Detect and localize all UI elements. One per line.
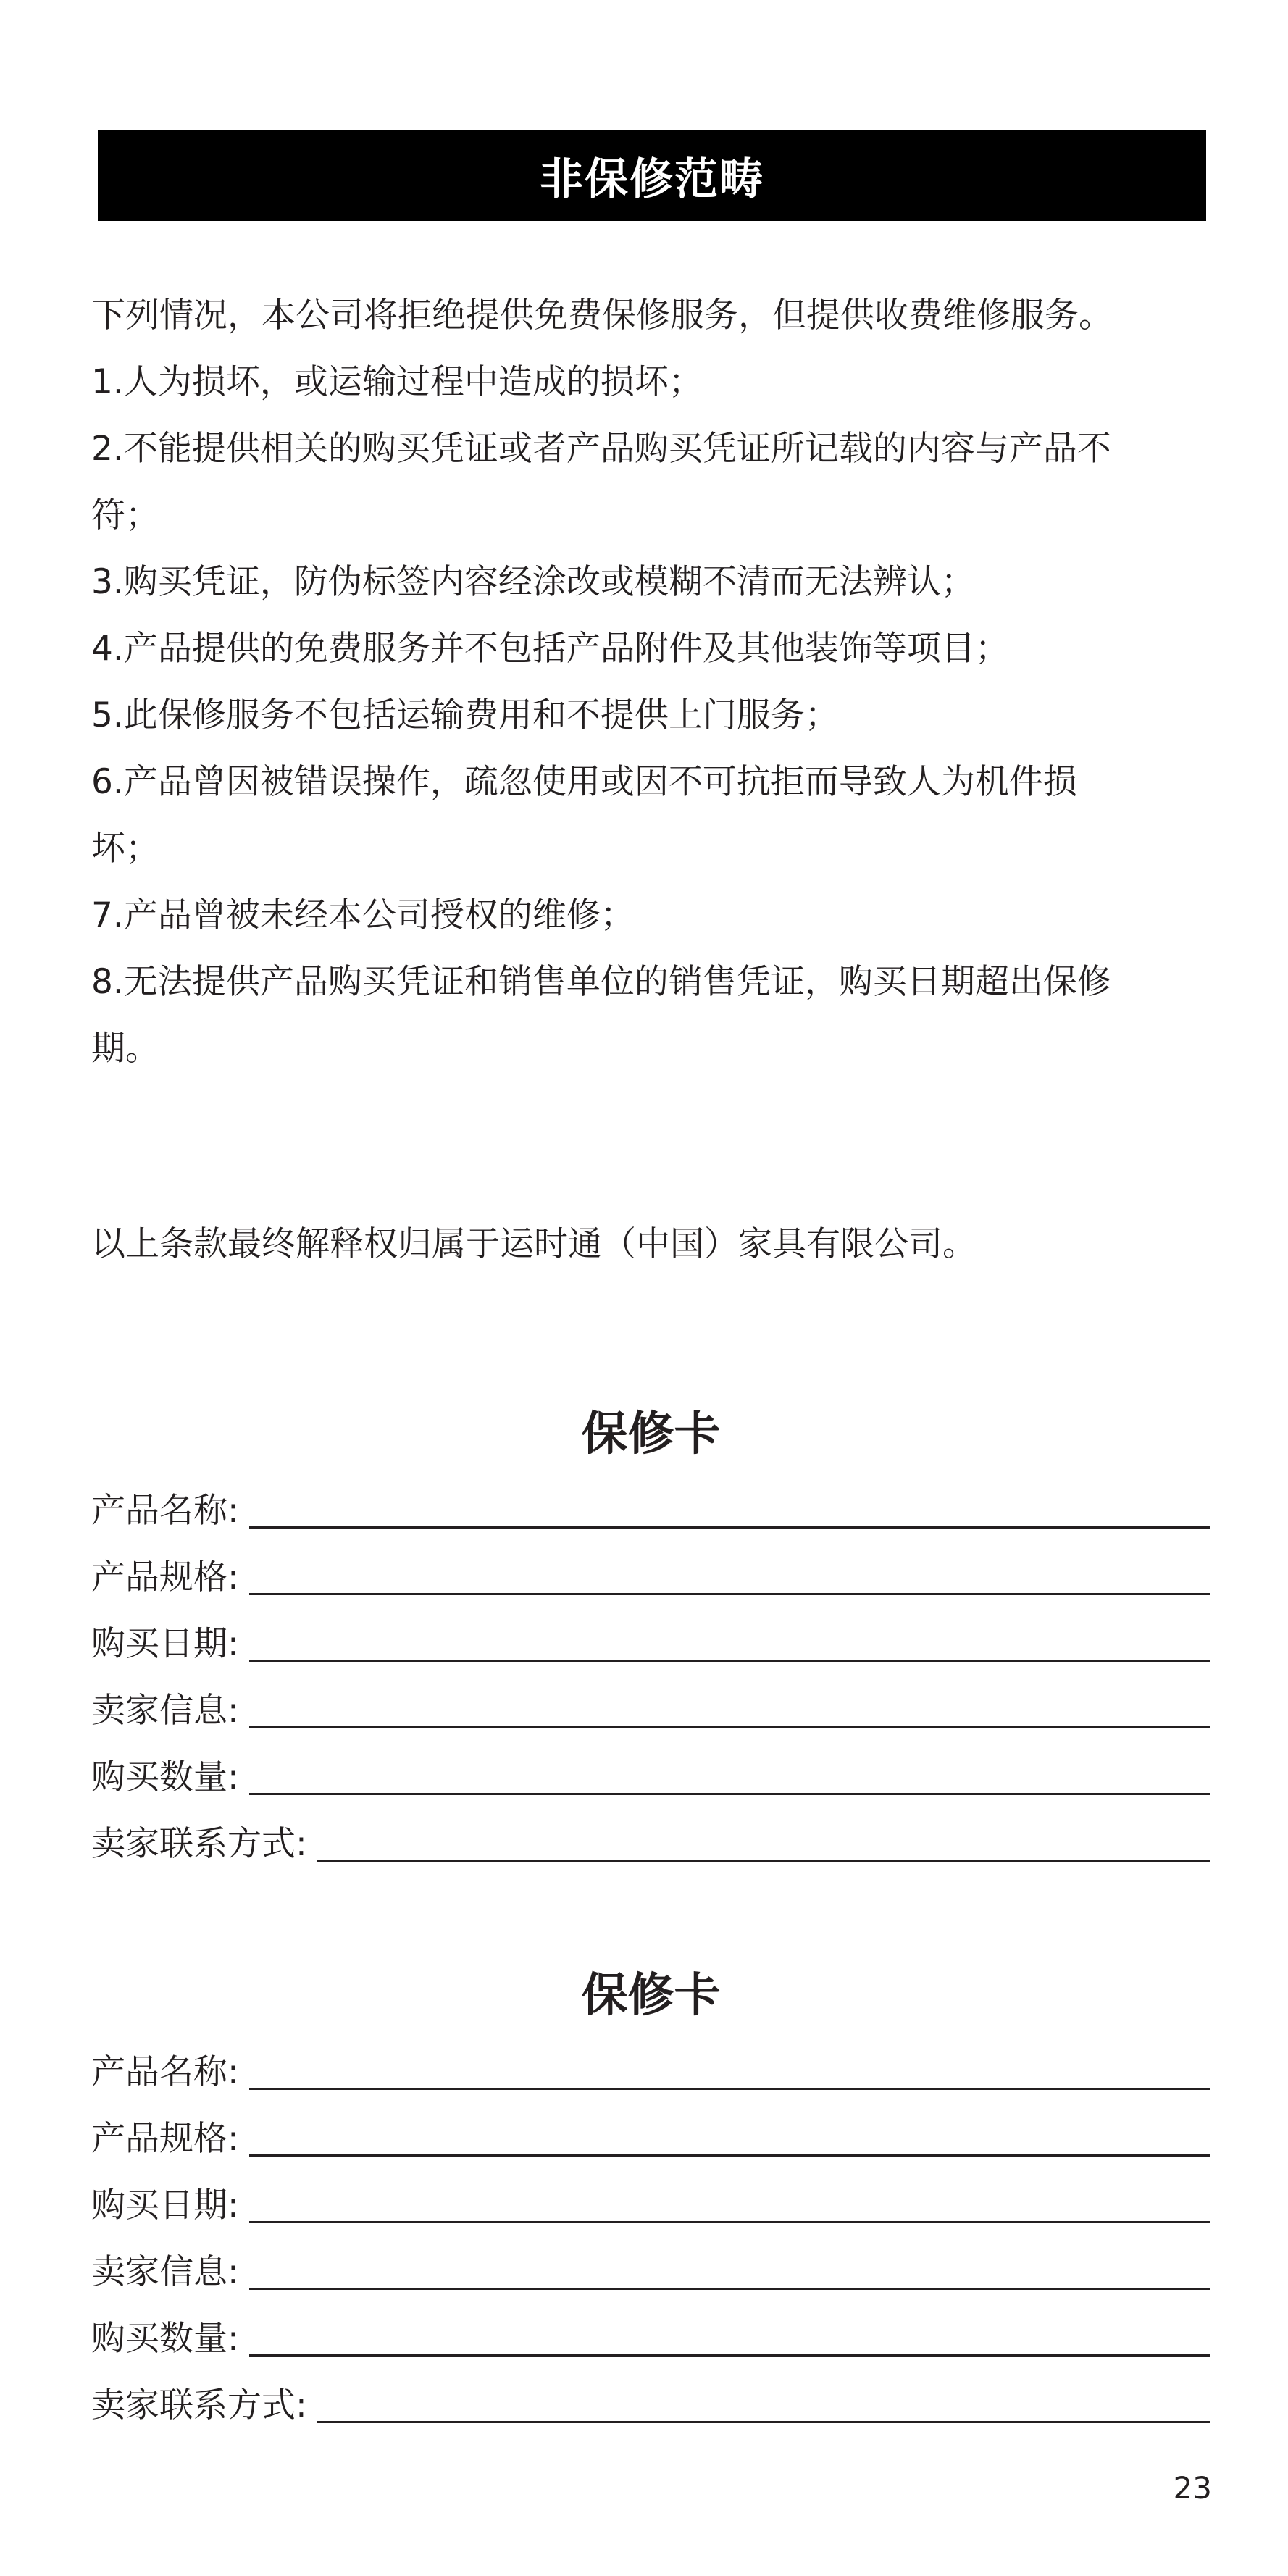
fill-in-line[interactable]: [249, 2288, 1210, 2290]
purchase-quantity-field[interactable]: [91, 2306, 1210, 2372]
product-spec-field[interactable]: [91, 2106, 1210, 2173]
product-name-field[interactable]: [91, 2039, 1210, 2106]
intro-sentence: 下列情况，本公司将拒绝提供免费保修服务，但提供收费维修服务。: [91, 296, 1113, 335]
non-warranty-list: [91, 283, 1210, 1082]
purchase-quantity-field[interactable]: [91, 1744, 1210, 1811]
field-label: 购买日期:: [91, 1624, 239, 1664]
fill-in-line[interactable]: [249, 1660, 1210, 1662]
fill-in-line[interactable]: [249, 1793, 1210, 1795]
warranty-card: [91, 1956, 1210, 2439]
warranty-card-title: 保修卡: [581, 1408, 721, 1461]
section-header-bar: [98, 130, 1206, 221]
fill-in-line[interactable]: [249, 2354, 1210, 2357]
list-item-continuation: 坏；: [91, 829, 159, 869]
list-item: 3.购买凭证，防伪标签内容经涂改或模糊不清而无法辨认；: [91, 562, 975, 602]
purchase-date-field[interactable]: [91, 1611, 1210, 1678]
field-label: 产品规格:: [91, 2119, 239, 2159]
product-name-field[interactable]: [91, 1478, 1210, 1544]
warranty-card-title: 保修卡: [581, 1969, 721, 2023]
page-number: 23: [1173, 2470, 1212, 2506]
fill-in-line[interactable]: [249, 2154, 1210, 2157]
field-label: 卖家信息:: [91, 1691, 239, 1731]
fill-in-line[interactable]: [317, 2421, 1210, 2423]
product-spec-field[interactable]: [91, 1544, 1210, 1611]
list-item: 6.产品曾因被错误操作，疏忽使用或因不可抗拒而导致人为机件损: [91, 762, 1077, 802]
list-item: 2.不能提供相关的购买凭证或者产品购买凭证所记载的内容与产品不: [91, 429, 1111, 469]
fill-in-line[interactable]: [249, 1593, 1210, 1595]
field-label: 购买数量:: [91, 2319, 239, 2359]
seller-info-field[interactable]: [91, 2239, 1210, 2306]
field-label: 产品规格:: [91, 1557, 239, 1597]
field-label: 卖家联系方式:: [91, 1824, 307, 1864]
field-label: 购买数量:: [91, 1757, 239, 1797]
seller-contact-field[interactable]: [91, 2372, 1210, 2439]
purchase-date-field[interactable]: [91, 2173, 1210, 2239]
fill-in-line[interactable]: [249, 1526, 1210, 1529]
field-label: 卖家信息:: [91, 2252, 239, 2292]
warranty-card: [91, 1394, 1210, 1878]
list-item: 8.无法提供产品购买凭证和销售单位的销售凭证，购买日期超出保修: [91, 962, 1111, 1002]
fill-in-line[interactable]: [249, 2088, 1210, 2090]
seller-contact-field[interactable]: [91, 1811, 1210, 1878]
field-label: 产品名称:: [91, 2052, 239, 2092]
fill-in-line[interactable]: [249, 2221, 1210, 2223]
list-item: 4.产品提供的免费服务并不包括产品附件及其他装饰等项目；: [91, 629, 1009, 669]
list-item: 5.此保修服务不包括运输费用和不提供上门服务；: [91, 695, 839, 735]
list-item: 7.产品曾被未经本公司授权的维修；: [91, 895, 635, 935]
field-label: 卖家联系方式:: [91, 2385, 307, 2425]
seller-info-field[interactable]: [91, 1678, 1210, 1744]
field-label: 产品名称:: [91, 1491, 239, 1531]
terms-interpretation-note: 以上条款最终解释权归属于运时通（中国）家具有限公司。: [91, 1224, 977, 1264]
field-label: 购买日期:: [91, 2186, 239, 2225]
fill-in-line[interactable]: [249, 1726, 1210, 1728]
list-item: 1.人为损坏，或运输过程中造成的损坏；: [91, 362, 703, 402]
fill-in-line[interactable]: [317, 1860, 1210, 1862]
list-item-continuation: 期。: [91, 1029, 159, 1069]
section-title: 非保修范畴: [540, 154, 764, 205]
list-item-continuation: 符；: [91, 495, 159, 535]
